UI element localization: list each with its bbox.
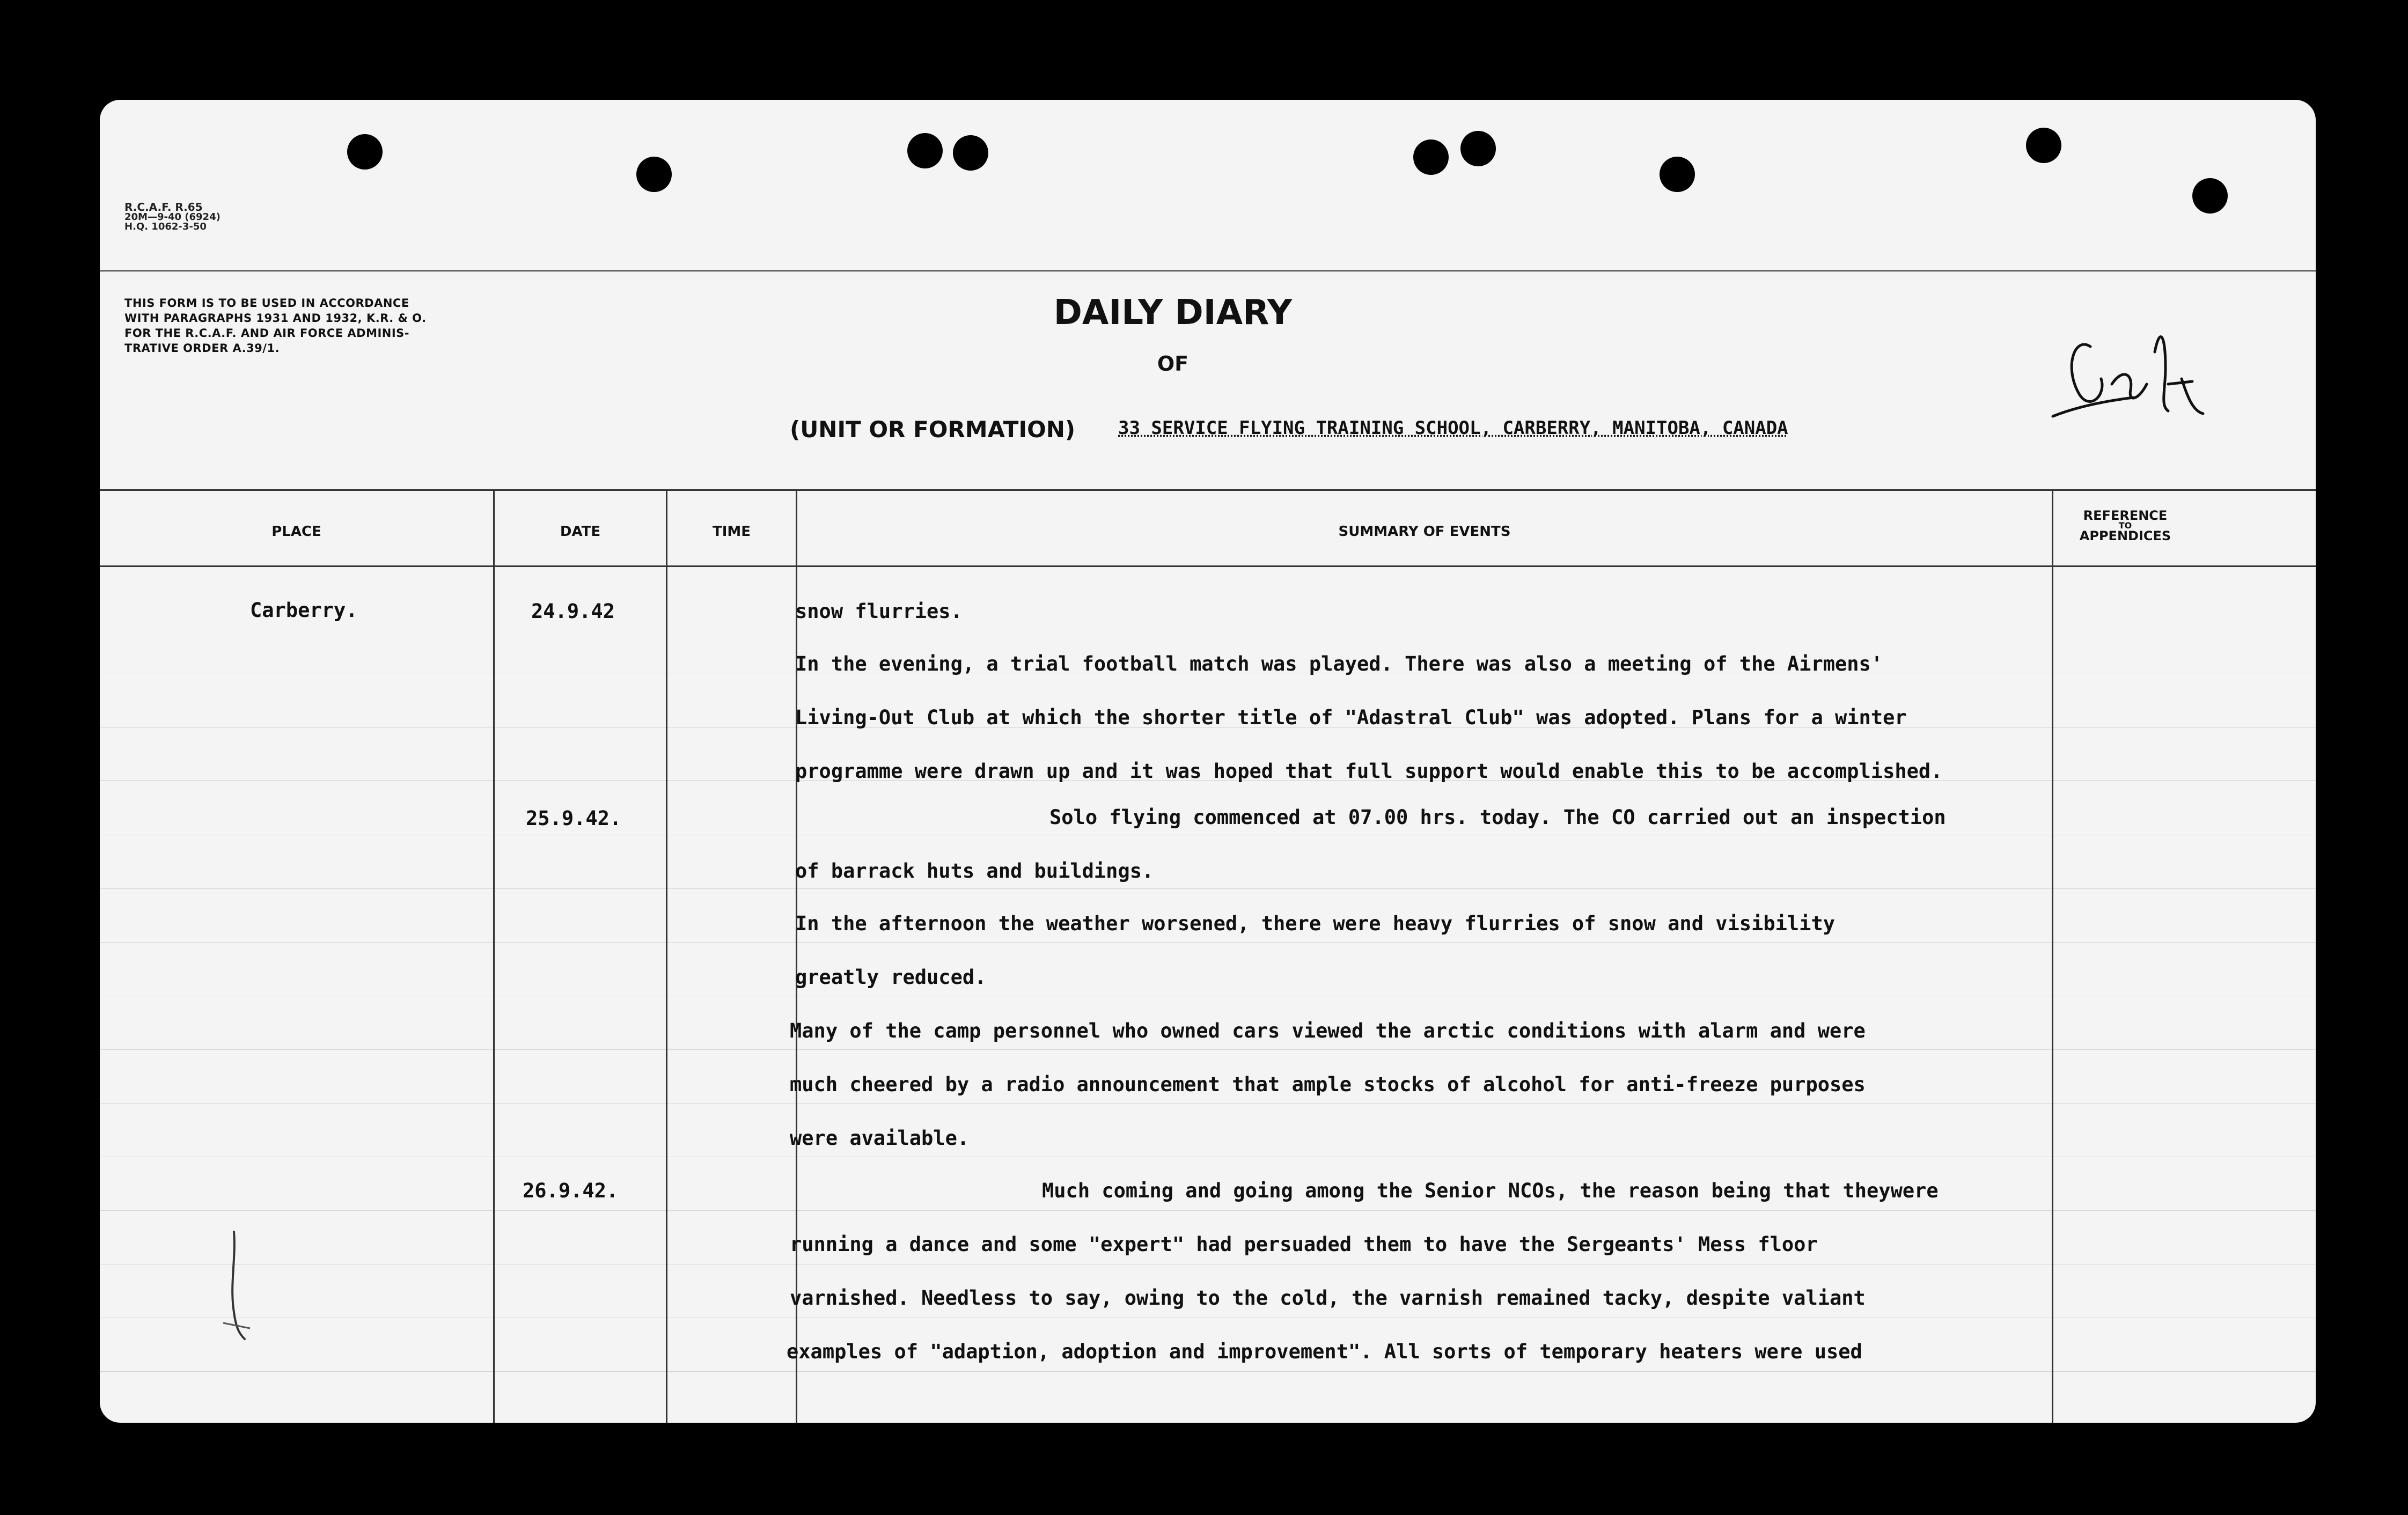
column-header-date: DATE [560,524,601,540]
table-top-rule [100,489,2316,491]
instruction-line: FOR THE R.C.A.F. AND AIR FORCE ADMINIS- [124,327,410,340]
column-header-summary: SUMMARY OF EVENTS [1338,524,1511,540]
form-reference-line: R.C.A.F. R.65 [124,201,203,214]
form-instructions [124,296,554,356]
summary-line: of barrack huts and buildings. [795,859,1154,882]
entry-date: 24.9.42 [531,600,615,623]
punch-hole [2026,128,2061,163]
summary-line: greatly reduced. [795,966,987,989]
form-reference-line: 20M—9-40 (6924) [124,211,221,223]
punch-hole [907,133,943,168]
summary-line: examples of "adaption, adoption and improvement". All sorts of temporary heaters were used [787,1340,1862,1363]
punch-hole [2192,178,2228,214]
column-divider-time [796,489,797,1423]
column-header-place: PLACE [271,524,321,540]
column-divider-place [493,489,495,1423]
reference-header-line: REFERENCE [2083,508,2168,523]
summary-line: varnished. Needless to say, owing to the cold, the varnish remained tacky, despite valiant [790,1286,1866,1310]
instruction-line: TRATIVE ORDER A.39/1. [124,342,280,355]
instruction-line: WITH PARAGRAPHS 1931 AND 1932, K.R. & O. [124,312,427,325]
summary-line: programme were drawn up and it was hoped that full support would enable this to be accomplished. [795,760,1943,783]
summary-line: snow flurries. [795,600,963,623]
header-top-rule [100,270,2316,271]
handwritten-initials-icon [2031,304,2214,432]
reference-header-line: APPENDICES [2079,528,2171,543]
entry-date: 26.9.42. [523,1179,619,1202]
ruled-line [100,1210,2316,1211]
reference-header-line: TO [2118,520,2132,531]
column-header-time: TIME [712,524,751,540]
entry-place: Carberry. [250,599,358,622]
ruled-line [100,1371,2316,1372]
summary-line: Living-Out Club at which the shorter title of "Adastral Club" was adopted. Plans for a winter [795,706,1907,729]
summary-line: In the afternoon the weather worsened, there were heavy flurries of snow and visibility [795,912,1836,935]
form-title-of: OF [1157,352,1189,376]
punch-hole [636,157,672,192]
instruction-line: THIS FORM IS TO BE USED IN ACCORDANCE [124,297,409,310]
ruled-line [100,888,2316,889]
punch-hole [347,134,383,170]
punch-hole [1460,131,1496,166]
summary-line: Much coming and going among the Senior NCOs, the reason being that theywere [1042,1179,1939,1202]
ruled-line [100,942,2316,943]
punch-hole [953,135,988,171]
ruled-line [100,1103,2316,1104]
punch-hole [1413,139,1449,175]
form-title: DAILY DIARY [1053,293,1293,333]
column-divider-date [666,489,667,1423]
summary-line: much cheered by a radio announcement that ample stocks of alcohol for anti-freeze purposes [790,1073,1866,1096]
entry-date: 25.9.42. [526,807,622,830]
unit-value: 33 SERVICE FLYING TRAINING SCHOOL, CARBERRY, MANITOBA, CANADA [1118,417,1788,439]
column-header-reference [2058,510,2192,542]
form-reference [124,202,221,232]
column-divider-summary [2052,489,2053,1423]
summary-line: In the evening, a trial football match was played. There was also a meeting of the Airmens' [795,652,1883,675]
unit-label: (UNIT OR FORMATION) [790,416,1076,443]
punch-hole [1660,157,1695,192]
column-header-rule [100,565,2316,567]
summary-line: were available. [790,1127,970,1150]
form-reference-line: H.Q. 1062-3-50 [124,221,207,232]
summary-line: running a dance and some "expert" had persuaded them to have the Sergeants' Mess floor [790,1233,1818,1256]
pencil-mark-icon [218,1226,261,1344]
ruled-line [100,1049,2316,1050]
summary-line: Many of the camp personnel who owned cars viewed the arctic conditions with alarm and were [790,1019,1866,1042]
diary-form-card [100,100,2316,1423]
summary-line: Solo flying commenced at 07.00 hrs. today. The CO carried out an inspection [1049,806,1946,829]
